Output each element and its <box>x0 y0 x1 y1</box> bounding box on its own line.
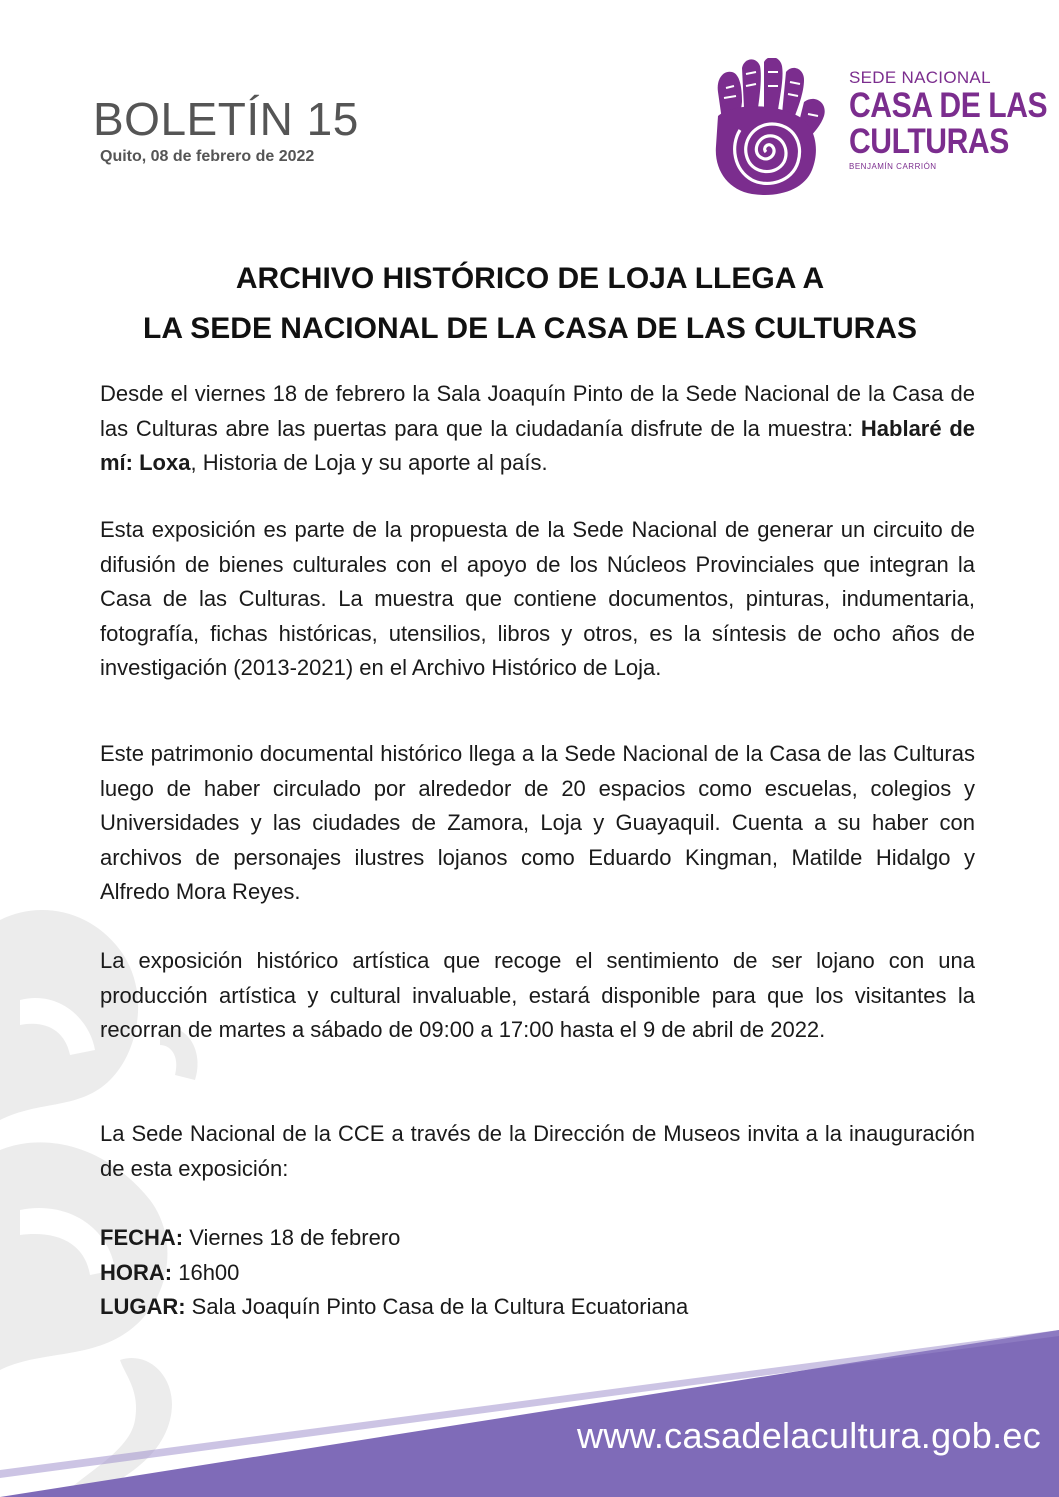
logo-line-big-1: CASA DE LAS <box>849 86 1048 125</box>
event-time-label: HORA: <box>100 1259 173 1285</box>
event-details <box>100 1221 688 1325</box>
exhibition-name: Hablaré de mí: Loxa <box>100 415 975 476</box>
logo-line-small: SEDE NACIONAL <box>849 68 991 87</box>
bulletin-date: Quito, 08 de febrero de 2022 <box>100 148 315 165</box>
headline-line-2: LA SEDE NACIONAL DE LA CASA DE LAS CULTURAS <box>143 312 917 345</box>
event-date-label: FECHA: <box>100 1225 184 1250</box>
paragraph-2: Esta exposición es parte de la propuesta de la Sede Nacional de generar un circuito de difusión de bienes culturales con el apoyo de los Núcleos Provinciales que integran la Casa de las Culturas. La muestra que contiene documentos, pinturas, indumentaria, fotografía, fichas históricas, utensilios, libros y otros, es la síntesis de ocho años de investigación (2013-2021) en el Archivo Histórico de Loja. <box>100 517 975 681</box>
logo-text <box>849 68 1059 171</box>
paragraph-5: La Sede Nacional de la CCE a través de la Dirección de Museos invita a la inauguración de esta exposición: <box>100 1121 975 1181</box>
event-date-row <box>100 1221 688 1256</box>
paragraph-1-tail: , Historia de Loja y su aporte al país. <box>190 450 548 476</box>
website-url[interactable]: www.casadelacultura.gob.ec <box>576 1415 1041 1456</box>
paragraph-3: Este patrimonio documental histórico llega a la Sede Nacional de la Casa de las Culturas luego de haber circulado por alrededor de 20 espacios como escuelas, colegios y Universidades y las ciudades de Zamora, Loja y Guayaquil. Cuenta a su haber con archivos de personajes ilustres lojanos como Eduardo Kingman, Matilde Hidalgo y Alfredo Mora Reyes. <box>100 741 975 905</box>
event-place-value: Sala Joaquín Pinto Casa de la Cultura Ecuatoriana <box>185 1294 689 1320</box>
handprint-icon <box>712 58 832 196</box>
bulletin-title: BOLETÍN 15 <box>93 93 359 145</box>
casa-culturas-logo <box>712 58 1048 198</box>
event-time-value: 16h00 <box>172 1259 240 1285</box>
logo-line-tiny: BENJAMÍN CARRIÓN <box>849 162 937 171</box>
footer-band <box>0 1330 1059 1497</box>
headline-line-1: ARCHIVO HISTÓRICO DE LOJA LLEGA A <box>235 262 825 295</box>
event-date-value: Viernes 18 de febrero <box>183 1225 401 1250</box>
logo-line-big-2: CULTURAS <box>849 122 1009 161</box>
event-place-row <box>100 1290 688 1325</box>
paragraph-4: La exposición histórico artística que recoge el sentimiento de ser lojano con una producción artística y cultural invaluable, estará disponible para que los visitantes la recorran de martes a sábado de 09:00 a 17:00 hasta el 9 de abril de 2022. <box>100 948 975 1043</box>
event-time-row <box>100 1256 688 1291</box>
event-place-label: LUGAR: <box>100 1294 186 1320</box>
paragraph-1-text: Desde el viernes 18 de febrero la Sala Joaquín Pinto de la Sede Nacional de la Casa de las Culturas abre las puertas para que la ciudadanía disfrute de la muestra: <box>100 381 975 441</box>
paragraph-1 <box>100 377 975 481</box>
headline <box>60 254 1000 354</box>
